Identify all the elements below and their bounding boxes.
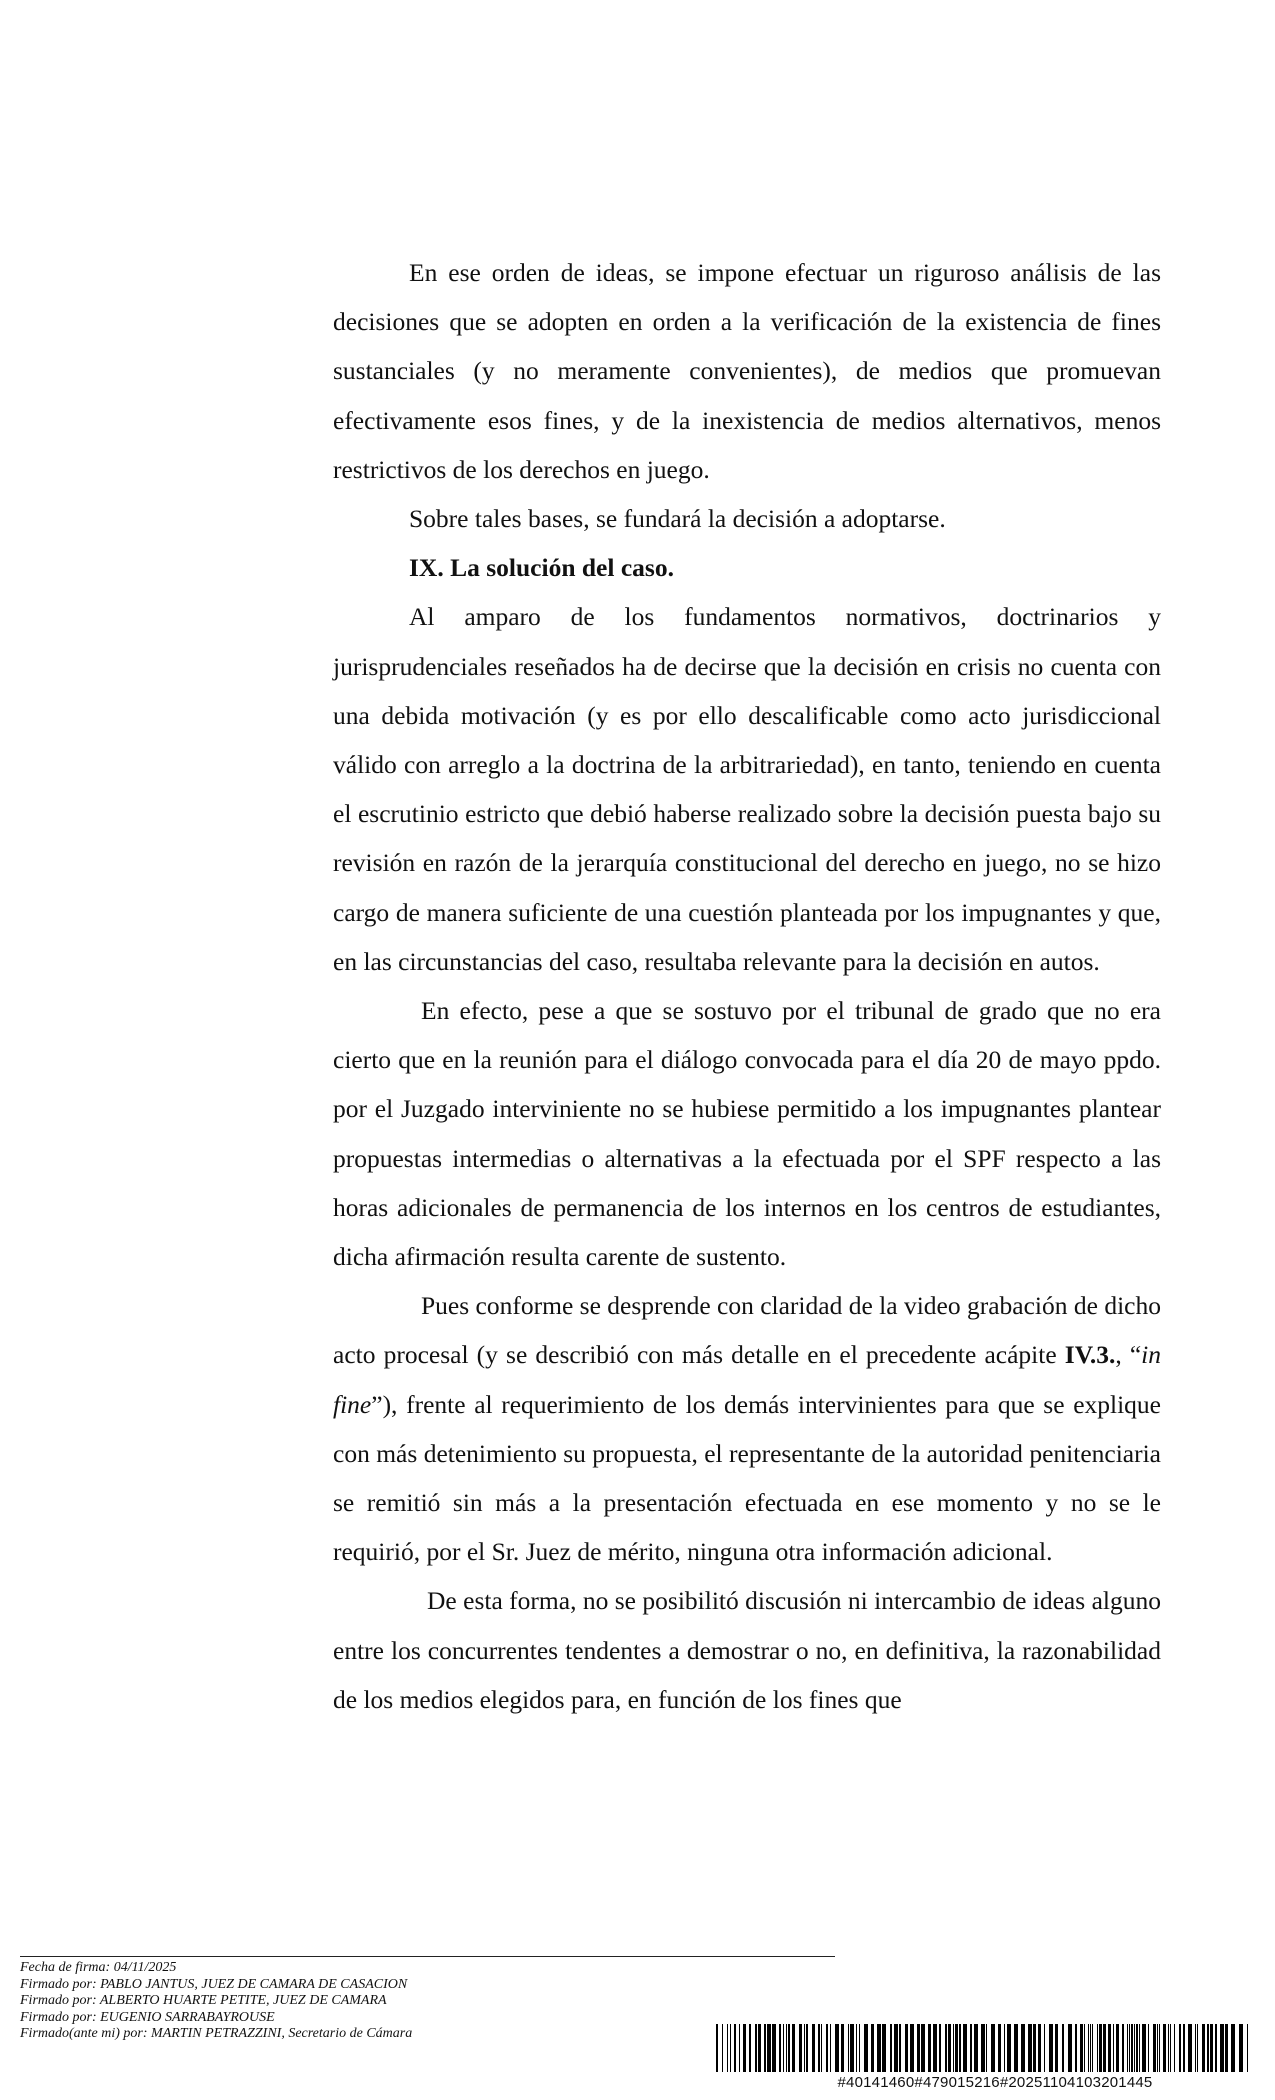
barcode-bar (841, 2024, 844, 2072)
barcode-bar (1090, 2024, 1091, 2072)
barcode-bar (986, 2024, 987, 2072)
paragraph-4: En efecto, pese a que se sostuvo por el tribunal de grado que no era cierto que en la reunión para el diálogo convocada para el día 20 de mayo ppdo. por el Juzgado interviniente no se hubiese permitido a los impugnantes plantear propuestas intermedias o alternativas a la efectuada por el SPF respecto a las horas adicionales de permanencia de los internos en los centros de estudiantes, dicha afirmación resulta carente de sustento. (333, 996, 1161, 1272)
barcode-bar (1007, 2024, 1011, 2072)
barcode-bar (1014, 2024, 1018, 2072)
barcode-bar (767, 2024, 771, 2072)
barcode-bar (1247, 2024, 1248, 2072)
barcode-bar (955, 2024, 958, 2072)
latin-phrase: in fine (333, 1340, 1162, 1419)
barcode-bar (974, 2024, 978, 2072)
barcode-bar (948, 2024, 951, 2072)
section-heading: IX. La solución del caso. (409, 553, 674, 583)
barcode-bar (1136, 2024, 1138, 2072)
barcode-bar (882, 2024, 886, 2072)
barcode-bar (792, 2024, 795, 2072)
barcode-icon (712, 2024, 1252, 2072)
barcode-bar (799, 2024, 802, 2072)
barcode-bar (1068, 2024, 1072, 2072)
section-reference: IV.3. (1064, 1340, 1116, 1370)
barcode-bar (1131, 2024, 1133, 2072)
barcode-bar (877, 2024, 881, 2072)
barcode-bar (998, 2024, 1001, 2072)
barcode-bar (1168, 2024, 1169, 2072)
barcode-bar (1004, 2024, 1005, 2072)
signature-line: Firmado por: PABLO JANTUS, JUEZ DE CAMARA DE CASACION (20, 1976, 408, 1992)
barcode-bar (788, 2024, 790, 2072)
barcode-bar (890, 2024, 892, 2072)
barcode-bar (1202, 2024, 1205, 2072)
barcode-bar (806, 2024, 808, 2072)
paragraph-5-text-a: Pues conforme se desprende con claridad de la video grabación de dicho acto procesal (y se describió con más detalle en el precedente acápite (333, 1291, 1161, 1370)
barcode-bar (1097, 2024, 1098, 2072)
barcode-bar (730, 2024, 731, 2072)
barcode-bar (1021, 2024, 1025, 2072)
barcode-bar (859, 2024, 860, 2072)
barcode-bar (1207, 2024, 1209, 2072)
barcode-bar (921, 2024, 925, 2072)
barcode-bar (910, 2024, 914, 2072)
barcode-bar (1225, 2024, 1228, 2072)
barcode-bar (812, 2024, 815, 2072)
barcode-bar (779, 2024, 781, 2072)
barcode-bar (755, 2024, 757, 2072)
barcode-bar (818, 2024, 820, 2072)
barcode-bar (963, 2024, 967, 2072)
barcode-bar (1159, 2024, 1160, 2072)
barcode-bar (1049, 2024, 1053, 2072)
barcode-bar (1038, 2024, 1041, 2072)
barcode-bar (1116, 2024, 1119, 2072)
barcode-bar (826, 2024, 828, 2072)
barcode-bar (981, 2024, 985, 2072)
barcode-bar (850, 2024, 854, 2072)
signature-footer (20, 1960, 660, 2043)
barcode-bar (970, 2024, 972, 2072)
barcode-bar (1099, 2024, 1102, 2072)
barcode-bar (1028, 2024, 1032, 2072)
barcode-bar (939, 2024, 941, 2072)
barcode-bar (1084, 2024, 1085, 2072)
barcode-bar (1044, 2024, 1045, 2072)
barcode-bar (894, 2024, 898, 2072)
barcode-bar (783, 2024, 784, 2072)
signature-line: Firmado por: ALBERTO HUARTE PETITE, JUEZ DE CAMARA (20, 1993, 387, 2008)
barcode-bar (917, 2024, 920, 2072)
barcode-bar (1157, 2024, 1158, 2072)
barcode-bar (1108, 2024, 1111, 2072)
barcode-bar (1215, 2024, 1217, 2072)
barcode-bar (804, 2024, 805, 2072)
signature-date: Fecha de firma: 04/11/2025 (20, 1960, 177, 1975)
barcode-bar (716, 2024, 718, 2072)
barcode-bar (1122, 2024, 1124, 2072)
barcode-bar (764, 2024, 766, 2072)
barcode-bar (1033, 2024, 1036, 2072)
barcode-bar (1142, 2024, 1146, 2072)
barcode-bar (871, 2024, 874, 2072)
paragraph-5 (333, 1281, 1161, 1576)
barcode-bar (1055, 2024, 1058, 2072)
barcode-bar (1088, 2024, 1089, 2072)
barcode-bar (1231, 2024, 1235, 2072)
barcode-bar (1148, 2024, 1149, 2072)
barcode-bar (1188, 2024, 1192, 2072)
barcode-bar (722, 2024, 723, 2072)
barcode-bar (1153, 2024, 1156, 2072)
barcode-bar (864, 2024, 868, 2072)
barcode-bar (1075, 2024, 1077, 2072)
barcode-bar (821, 2024, 822, 2072)
barcode-bar (1062, 2024, 1064, 2072)
barcode-bar (835, 2024, 839, 2072)
paragraph-3: Al amparo de los fundamentos normativos, doctrinarios y jurisprudenciales reseñados ha de decirse que la decisión en crisis no cuenta con una debida motivación (y es por ello descalificable como acto jurisdiccional válido con arreglo a la doctrina de la arbitrariedad), en tanto, teniendo en cuenta el escrutinio estricto que debió haberse realizado sobre la decisión puesta bajo su revisión en razón de la jerarquía constitucional del derecho en juego, no se hizo cargo de manera suficiente de una cuestión planteada por los impugnantes y que, en las circunstancias del caso, resultaba relevante para la decisión en autos. (333, 602, 1161, 976)
barcode-bar (1220, 2024, 1224, 2072)
barcode-bar (1195, 2024, 1196, 2072)
barcode-bar (1134, 2024, 1135, 2072)
barcode-bar (959, 2024, 961, 2072)
paragraph-5-text-c: , “ (1115, 1340, 1142, 1370)
barcode-bar (1170, 2024, 1171, 2072)
barcode-bar (727, 2024, 728, 2072)
barcode-bar (1092, 2024, 1093, 2072)
barcode-bar (1239, 2024, 1243, 2072)
document-body (333, 248, 1161, 1724)
barcode-bar (991, 2024, 995, 2072)
barcode-bar (1183, 2024, 1185, 2072)
barcode-bar (1210, 2024, 1213, 2072)
barcode-number: #40141460#479015216#20251104103201445 (837, 2074, 1153, 2091)
barcode-bar (953, 2024, 954, 2072)
barcode-bar (856, 2024, 857, 2072)
barcode-bar (933, 2024, 937, 2072)
barcode-bar (905, 2024, 908, 2072)
barcode-bar (758, 2024, 761, 2072)
barcode-bar (848, 2024, 849, 2072)
paragraph-6: De esta forma, no se posibilitó discusión ni intercambio de ideas alguno entre los concurrentes tendentes a demostrar o no, en definitiva, la razonabilidad de los medios elegidos para, en función de los fines que (333, 1586, 1161, 1714)
barcode-bar (1139, 2024, 1140, 2072)
signature-line: Firmado(ante mi) por: MARTIN PETRAZZINI, Secretario de Cámara (20, 2026, 413, 2041)
barcode-bar (739, 2024, 740, 2072)
footer-divider (20, 1956, 835, 1957)
barcode-bar (1197, 2024, 1198, 2072)
barcode-bar (1179, 2024, 1181, 2072)
barcode-bar (772, 2024, 776, 2072)
barcode-bar (1129, 2024, 1130, 2072)
paragraph-2: Sobre tales bases, se fundará la decisión a adoptarse. (409, 504, 946, 534)
barcode-bar (945, 2024, 947, 2072)
barcode-bar (743, 2024, 746, 2072)
barcode-bar (1174, 2024, 1175, 2072)
barcode-bar (786, 2024, 787, 2072)
barcode-bar (1113, 2024, 1114, 2072)
barcode-bar (928, 2024, 931, 2072)
paragraph-5-text-e: ”), frente al requerimiento de los demás intervinientes para que se explique con más detenimiento su propuesta, el representante de la autoridad penitenciaria se remitió sin más a la presentación efectuada en ese momento y no se le requirió, por el Sr. Juez de mérito, ninguna otra información adicional. (333, 1389, 1161, 1567)
barcode-bar (1163, 2024, 1166, 2072)
barcode-bar (830, 2024, 831, 2072)
barcode-bar (749, 2024, 751, 2072)
barcode-bar (1127, 2024, 1128, 2072)
barcode-bar (734, 2024, 736, 2072)
signature-line: Firmado por: EUGENIO SARRABAYROUSE (20, 2009, 275, 2025)
barcode-bar (1103, 2024, 1106, 2072)
barcode-bar (1080, 2024, 1083, 2072)
paragraph-1: En ese orden de ideas, se impone efectuar un riguroso análisis de las decisiones que se adopten en orden a la verificación de la existencia de fines sustanciales (y no meramente convenientes), de medios que promuevan efectivamente esos fines, y de la inexistencia de medios alternativos, menos restrictivos de los derechos en juego. (333, 258, 1161, 484)
barcode-bar (899, 2024, 901, 2072)
